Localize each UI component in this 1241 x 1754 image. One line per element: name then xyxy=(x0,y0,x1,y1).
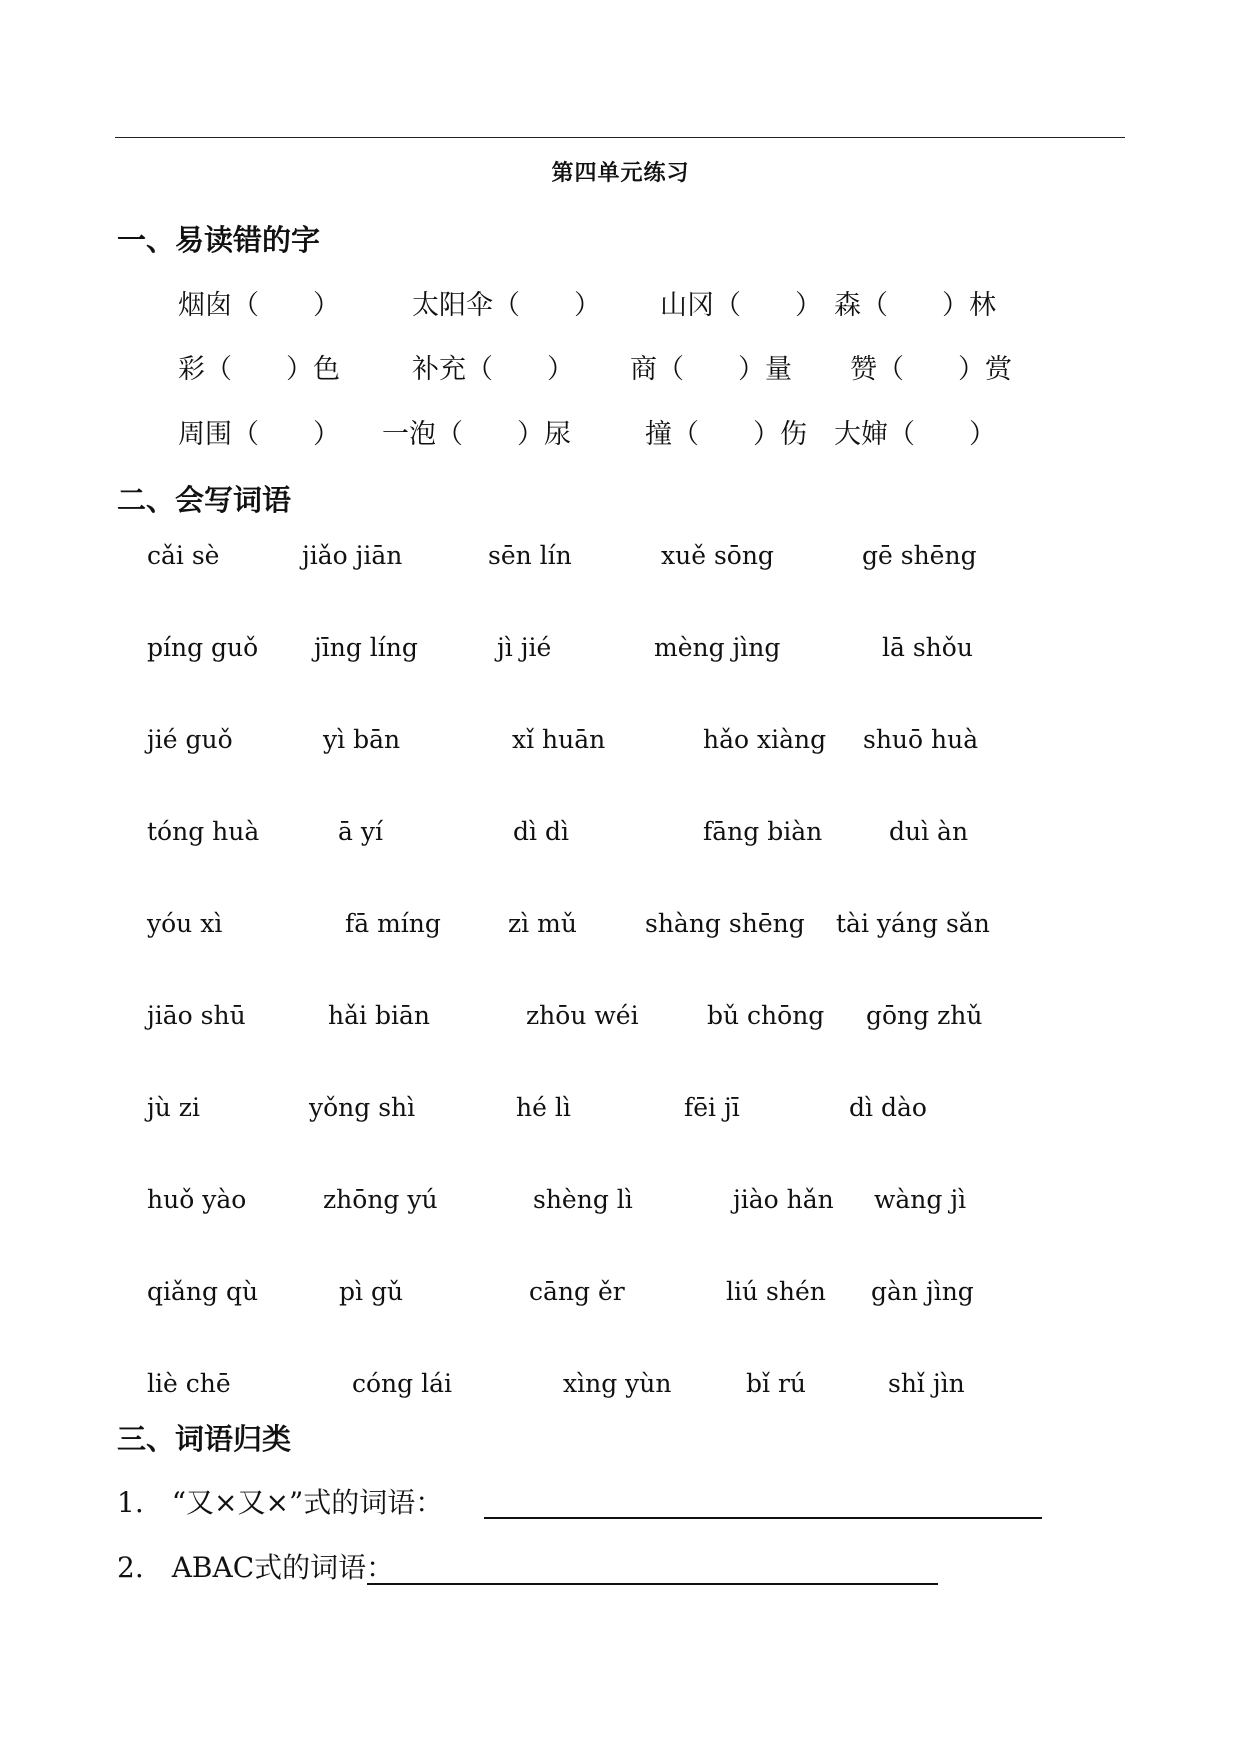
pinyin-word: shuō huà xyxy=(863,725,979,754)
pinyin-word: jiǎo jiān xyxy=(302,541,403,570)
pinyin-word: hé lì xyxy=(516,1093,571,1122)
pinyin-word: mèng jìng xyxy=(654,633,781,662)
pinyin-word: jīng líng xyxy=(314,633,418,662)
pinyin-word: hǎi biān xyxy=(328,1001,430,1030)
char-item: 太阳伞（ ） xyxy=(412,290,601,321)
pinyin-word: bǐ rú xyxy=(746,1369,806,1398)
char-item: 商（ ）量 xyxy=(630,354,792,385)
char-item: 烟囱（ ） xyxy=(178,290,340,321)
pinyin-word: cóng lái xyxy=(352,1369,452,1398)
pinyin-word: huǒ yào xyxy=(147,1185,247,1214)
pinyin-word: fēi jī xyxy=(684,1093,740,1122)
pinyin-word: cǎi sè xyxy=(147,541,220,570)
answer-line-2[interactable] xyxy=(367,1583,938,1585)
pinyin-word: bǔ chōng xyxy=(707,1001,825,1030)
pinyin-word: xìng yùn xyxy=(563,1369,672,1398)
pinyin-word: zhōu wéi xyxy=(526,1001,639,1030)
pinyin-word: yì bān xyxy=(323,725,401,754)
header-rule xyxy=(115,137,1125,138)
pinyin-word: jì jié xyxy=(497,633,552,662)
question-2: 2. ABAC式的词语： xyxy=(117,1551,395,1584)
pinyin-word: gàn jìng xyxy=(871,1277,974,1306)
pinyin-word: yǒng shì xyxy=(309,1093,416,1122)
pinyin-word: shàng shēng xyxy=(645,909,805,938)
section-heading-2: 二、会写词语 xyxy=(117,483,292,517)
pinyin-word: liè chē xyxy=(147,1369,231,1398)
pinyin-word: shǐ jìn xyxy=(888,1369,965,1398)
char-item: 彩（ ）色 xyxy=(178,354,340,385)
pinyin-word: jù zi xyxy=(147,1093,200,1122)
pinyin-word: lā shǒu xyxy=(882,633,973,662)
pinyin-word: dì dì xyxy=(513,817,569,846)
pinyin-word: hǎo xiàng xyxy=(703,725,827,754)
pinyin-word: wàng jì xyxy=(874,1185,967,1214)
pinyin-word: xuě sōng xyxy=(661,541,774,570)
pinyin-word: cāng ěr xyxy=(529,1277,625,1306)
char-item: 森（ ）林 xyxy=(834,290,996,321)
pinyin-word: ā yí xyxy=(338,817,383,846)
pinyin-word: jiào hǎn xyxy=(733,1185,834,1214)
question-1: 1. “又×又×”式的词语： xyxy=(117,1486,444,1519)
pinyin-word: tài yáng sǎn xyxy=(836,909,990,938)
char-item: 大婶（ ） xyxy=(834,419,996,450)
char-item: 赞（ ）赏 xyxy=(850,354,1012,385)
pinyin-word: zì mǔ xyxy=(508,909,577,938)
section-heading-1: 一、易读错的字 xyxy=(117,223,321,257)
char-item: 山冈（ ） xyxy=(660,290,822,321)
pinyin-word: xǐ huān xyxy=(512,725,606,754)
char-item: 周围（ ） xyxy=(178,419,340,450)
pinyin-word: tóng huà xyxy=(147,817,260,846)
pinyin-word: pì gǔ xyxy=(339,1277,404,1306)
char-item: 补充（ ） xyxy=(412,354,574,385)
pinyin-word: sēn lín xyxy=(488,541,572,570)
pinyin-word: liú shén xyxy=(726,1277,826,1306)
pinyin-word: gōng zhǔ xyxy=(866,1001,983,1030)
pinyin-word: gē shēng xyxy=(862,541,977,570)
answer-line-1[interactable] xyxy=(484,1517,1042,1519)
pinyin-word: jié guǒ xyxy=(147,725,233,754)
pinyin-word: píng guǒ xyxy=(147,633,259,662)
pinyin-word: shèng lì xyxy=(533,1185,633,1214)
pinyin-word: fāng biàn xyxy=(703,817,823,846)
pinyin-word: yóu xì xyxy=(147,909,223,938)
pinyin-word: jiāo shū xyxy=(147,1001,246,1030)
char-item: 撞（ ）伤 xyxy=(645,419,807,450)
page-title: 第四单元练习 xyxy=(551,160,690,186)
char-item: 一泡（ ）尿 xyxy=(382,419,571,450)
pinyin-word: qiǎng qù xyxy=(147,1277,259,1306)
pinyin-word: duì àn xyxy=(889,817,969,846)
pinyin-word: dì dào xyxy=(849,1093,927,1122)
pinyin-word: fā míng xyxy=(345,909,441,938)
pinyin-word: zhōng yú xyxy=(323,1185,438,1214)
section-heading-3: 三、词语归类 xyxy=(117,1422,292,1456)
